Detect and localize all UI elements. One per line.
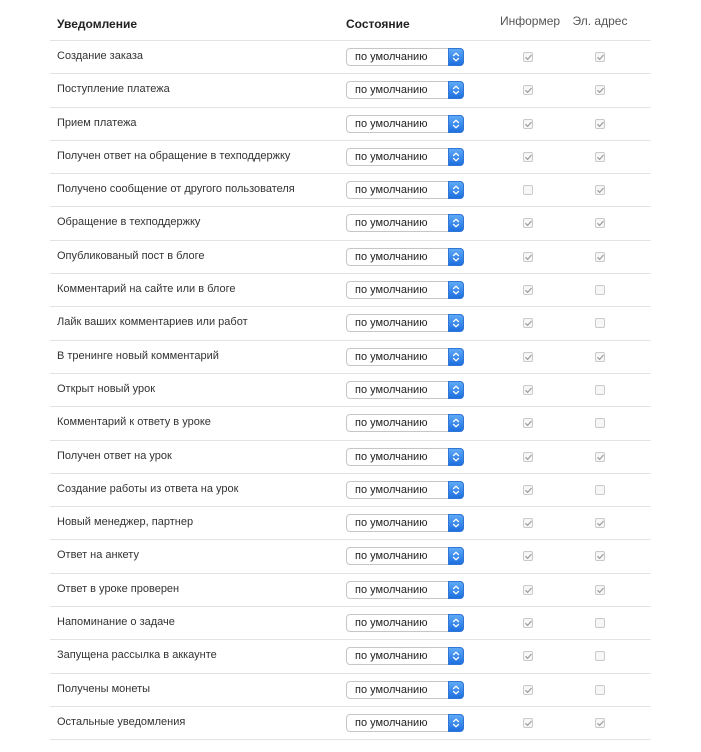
table-row [50,207,651,240]
state-select[interactable] [346,448,464,466]
informer-checkbox[interactable] [523,651,533,661]
table-row [50,540,651,573]
email-checkbox[interactable] [595,718,605,728]
state-select-value: по умолчанию [355,84,428,97]
email-checkbox[interactable] [595,252,605,262]
state-select-value: по умолчанию [355,217,428,230]
notification-label: Получен ответ на урок [57,449,172,462]
informer-checkbox[interactable] [523,518,533,528]
email-checkbox[interactable] [595,119,605,129]
email-checkbox[interactable] [595,418,605,428]
checkmark-icon [596,253,605,262]
state-select-value: по умолчанию [355,350,428,363]
state-select[interactable] [346,281,464,299]
notification-label: Опубликованый пост в блоге [57,249,205,262]
state-select[interactable] [346,181,464,199]
email-checkbox[interactable] [595,85,605,95]
checkmark-icon [596,186,605,195]
checkmark-icon [524,419,533,428]
checkmark-icon [596,552,605,561]
select-arrows-icon [448,115,464,133]
table-row [50,274,651,307]
state-select[interactable] [346,381,464,399]
informer-checkbox[interactable] [523,551,533,561]
checkmark-icon [524,519,533,528]
notification-label: Ответ в уроке проверен [57,582,180,595]
email-checkbox[interactable] [595,485,605,495]
checkmark-icon [524,552,533,561]
notification-label: Получено сообщение от другого пользователя [57,183,295,196]
informer-checkbox[interactable] [523,318,533,328]
table-row [50,41,651,74]
column-header-notification: Уведомление [57,17,138,31]
email-checkbox[interactable] [595,452,605,462]
state-select-value: по умолчанию [355,517,428,530]
table-row [50,474,651,507]
checkmark-icon [524,353,533,362]
state-select-value: по умолчанию [355,284,428,297]
select-arrows-icon [448,148,464,166]
table-row [50,607,651,640]
informer-checkbox[interactable] [523,485,533,495]
notification-label: Комментарий на сайте или в блоге [57,283,236,296]
table-row [50,640,651,673]
email-checkbox[interactable] [595,518,605,528]
select-arrows-icon [448,481,464,499]
checkmark-icon [524,719,533,728]
informer-checkbox[interactable] [523,52,533,62]
checkmark-icon [596,219,605,228]
select-arrows-icon [448,581,464,599]
checkmark-icon [596,353,605,362]
select-arrows-icon [448,81,464,99]
table-row [50,674,651,707]
notification-label: Обращение в техподдержку [57,216,201,229]
checkmark-icon [524,286,533,295]
state-select[interactable] [346,514,464,532]
notification-label: Напоминание о задаче [57,616,175,629]
select-arrows-icon [448,281,464,299]
column-header-state: Состояние [346,17,410,31]
state-select[interactable] [346,314,464,332]
table-row [50,707,651,740]
select-arrows-icon [448,348,464,366]
state-select[interactable] [346,214,464,232]
informer-checkbox[interactable] [523,252,533,262]
notification-label: Поступление платежа [57,83,170,96]
informer-checkbox[interactable] [523,385,533,395]
email-checkbox[interactable] [595,218,605,228]
state-select-value: по умолчанию [355,483,428,496]
state-select[interactable] [346,547,464,565]
informer-checkbox[interactable] [523,352,533,362]
state-select[interactable] [346,248,464,266]
state-select[interactable] [346,681,464,699]
state-select[interactable] [346,414,464,432]
checkmark-icon [524,53,533,62]
state-select[interactable] [346,647,464,665]
email-checkbox[interactable] [595,52,605,62]
table-row [50,141,651,174]
informer-checkbox[interactable] [523,718,533,728]
notification-label: Открыт новый урок [57,382,156,395]
checkmark-icon [524,253,533,262]
informer-checkbox[interactable] [523,585,533,595]
state-select[interactable] [346,81,464,99]
checkmark-icon [596,53,605,62]
state-select[interactable] [346,348,464,366]
state-select-value: по умолчанию [355,683,428,696]
state-select-value: по умолчанию [355,450,428,463]
informer-checkbox[interactable] [523,685,533,695]
state-select[interactable] [346,148,464,166]
table-row [50,108,651,141]
notification-label: Получен ответ на обращение в техподдержку [57,149,291,162]
informer-checkbox[interactable] [523,218,533,228]
state-select-value: по умолчанию [355,117,428,130]
state-select-value: по умолчанию [355,550,428,563]
notification-label: Получены монеты [57,682,151,695]
notification-label: Прием платежа [57,116,137,129]
email-checkbox[interactable] [595,285,605,295]
table-row [50,374,651,407]
table-row [50,241,651,274]
checkmark-icon [524,319,533,328]
checkmark-icon [524,120,533,129]
state-select[interactable] [346,714,464,732]
table-row [50,307,651,340]
informer-checkbox[interactable] [523,119,533,129]
checkmark-icon [524,486,533,495]
table-header [50,0,651,41]
informer-checkbox[interactable] [523,285,533,295]
select-arrows-icon [448,614,464,632]
checkmark-icon [524,86,533,95]
checkmark-icon [596,586,605,595]
checkmark-icon [596,86,605,95]
select-arrows-icon [448,381,464,399]
notifications-table [50,0,651,740]
notification-label: Создание работы из ответа на урок [57,482,239,495]
state-select-value: по умолчанию [355,184,428,197]
notification-label: Комментарий к ответу в уроке [57,416,211,429]
email-checkbox[interactable] [595,318,605,328]
checkmark-icon [524,219,533,228]
state-select-value: по умолчанию [355,417,428,430]
email-checkbox[interactable] [595,185,605,195]
email-checkbox[interactable] [595,352,605,362]
table-body [50,41,651,740]
table-row [50,341,651,374]
select-arrows-icon [448,248,464,266]
notification-label: Остальные уведомления [57,715,186,728]
select-arrows-icon [448,48,464,66]
state-select[interactable] [346,581,464,599]
state-select-value: по умолчанию [355,250,428,263]
table-row [50,574,651,607]
table-row [50,74,651,107]
email-checkbox[interactable] [595,585,605,595]
select-arrows-icon [448,514,464,532]
informer-checkbox[interactable] [523,618,533,628]
column-header-email: Эл. адрес [572,14,628,28]
checkmark-icon [524,386,533,395]
select-arrows-icon [448,448,464,466]
select-arrows-icon [448,214,464,232]
notification-label: В тренинге новый комментарий [57,349,219,362]
notification-label: Создание заказа [57,50,144,62]
checkmark-icon [596,120,605,129]
checkmark-icon [596,453,605,462]
state-select-value: по умолчанию [355,583,428,596]
email-checkbox[interactable] [595,685,605,695]
select-arrows-icon [448,681,464,699]
checkmark-icon [524,586,533,595]
informer-checkbox[interactable] [523,185,533,195]
checkmark-icon [596,153,605,162]
checkmark-icon [524,686,533,695]
notification-label: Запущена рассылка в аккаунте [57,649,217,662]
table-row [50,407,651,440]
informer-checkbox[interactable] [523,152,533,162]
checkmark-icon [524,153,533,162]
state-select-value: по умолчанию [355,150,428,163]
checkmark-icon [524,652,533,661]
select-arrows-icon [448,547,464,565]
email-checkbox[interactable] [595,618,605,628]
informer-checkbox[interactable] [523,85,533,95]
notification-label: Ответ на анкету [57,549,139,562]
checkmark-icon [524,453,533,462]
select-arrows-icon [448,714,464,732]
state-select-value: по умолчанию [355,51,428,63]
state-select[interactable] [346,48,464,66]
table-row [50,174,651,207]
checkmark-icon [524,619,533,628]
state-select[interactable] [346,115,464,133]
informer-checkbox[interactable] [523,452,533,462]
state-select-value: по умолчанию [355,650,428,663]
table-row [50,507,651,540]
state-select-value: по умолчанию [355,716,428,729]
email-checkbox[interactable] [595,152,605,162]
state-select[interactable] [346,614,464,632]
select-arrows-icon [448,414,464,432]
column-header-informer: Информер [500,14,561,28]
checkmark-icon [596,519,605,528]
notification-label: Новый менеджер, партнер [57,516,194,529]
select-arrows-icon [448,181,464,199]
state-select-value: по умолчанию [355,383,428,396]
table-row [50,441,651,474]
email-checkbox[interactable] [595,551,605,561]
state-select[interactable] [346,481,464,499]
state-select-value: по умолчанию [355,617,428,630]
email-checkbox[interactable] [595,385,605,395]
email-checkbox[interactable] [595,651,605,661]
informer-checkbox[interactable] [523,418,533,428]
select-arrows-icon [448,314,464,332]
select-arrows-icon [448,647,464,665]
notification-label: Лайк ваших комментариев или работ [57,316,248,329]
checkmark-icon [596,719,605,728]
state-select-value: по умолчанию [355,317,428,330]
